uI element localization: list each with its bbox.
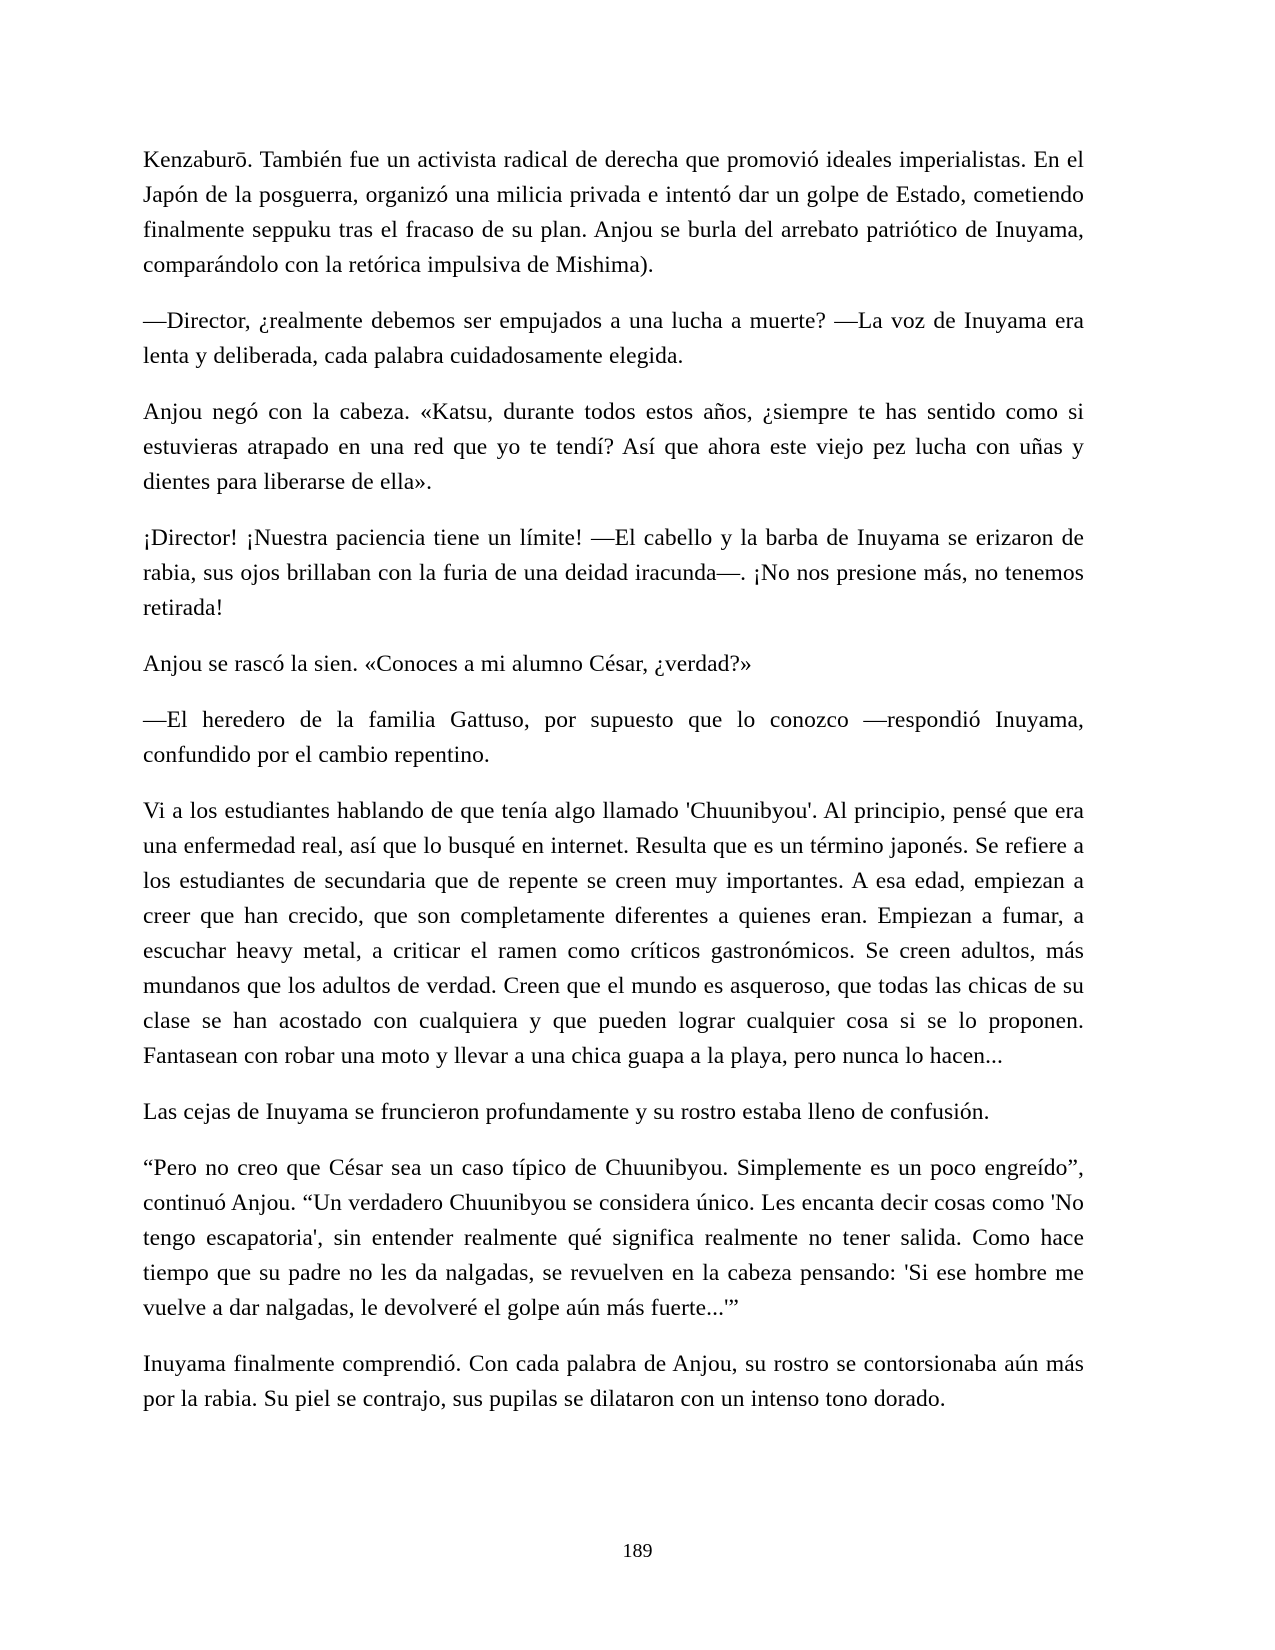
body-text-column	[143, 143, 1084, 1417]
paragraph: ¡Director! ¡Nuestra paciencia tiene un límite! —El cabello y la barba de Inuyama se erizaron de rabia, sus ojos brillaban con la furia de una deidad iracunda—. ¡No nos presione más, no tenemos retirada!	[143, 525, 1084, 621]
paragraph: Anjou se rascó la sien. «Conoces a mi alumno César, ¿verdad?»	[143, 651, 752, 677]
paragraph: “Pero no creo que César sea un caso típico de Chuunibyou. Simplemente es un poco engreído”, continuó Anjou. “Un verdadero Chuunibyou se considera único. Les encanta decir cosas como 'No tengo escapatoria', sin entender realmente qué significa realmente no tener salida. Como hace tiempo que su padre no les da nalgadas, se revuelven en la cabeza pensando: 'Si ese hombre me vuelve a dar nalgadas, le devolveré el golpe aún más fuerte...'”	[143, 1155, 1084, 1321]
paragraph: Anjou negó con la cabeza. «Katsu, durante todos estos años, ¿siempre te has sentido como si estuvieras atrapado en una red que yo te tendí? Así que ahora este viejo pez lucha con uñas y dientes para liberarse de ella».	[143, 399, 1084, 495]
paragraph: Las cejas de Inuyama se fruncieron profundamente y su rostro estaba lleno de confusión.	[143, 1099, 990, 1125]
paragraph: Inuyama finalmente comprendió. Con cada palabra de Anjou, su rostro se contorsionaba aún más por la rabia. Su piel se contrajo, sus pupilas se dilataron con un intenso tono dorado.	[143, 1351, 1084, 1412]
paragraph: Kenzaburō. También fue un activista radical de derecha que promovió ideales imperialistas. En el Japón de la posguerra, organizó una milicia privada e intentó dar un golpe de Estado, cometiendo finalmente seppuku tras el fracaso de su plan. Anjou se burla del arrebato patriótico de Inuyama, comparándolo con la retórica impulsiva de Mishima).	[143, 147, 1084, 278]
paragraph: —Director, ¿realmente debemos ser empujados a una lucha a muerte? —La voz de Inuyama era lenta y deliberada, cada palabra cuidadosamente elegida.	[143, 308, 1084, 369]
page-number: 189	[622, 1540, 653, 1562]
paragraph: —El heredero de la familia Gattuso, por supuesto que lo conozco —respondió Inuyama, confundido por el cambio repentino.	[143, 707, 1084, 768]
paragraph: Vi a los estudiantes hablando de que tenía algo llamado 'Chuunibyou'. Al principio, pensé que era una enfermedad real, así que lo busqué en internet. Resulta que es un término japonés. Se refiere a los estudiantes de secundaria que de repente se creen muy importantes. A esa edad, empiezan a creer que han crecido, que son completamente diferentes a quienes eran. Empiezan a fumar, a escuchar heavy metal, a criticar el ramen como críticos gastronómicos. Se creen adultos, más mundanos que los adultos de verdad. Creen que el mundo es asqueroso, que todas las chicas de su clase se han acostado con cualquiera y que pueden lograr cualquier cosa si se lo proponen. Fantasean con robar una moto y llevar a una chica guapa a la playa, pero nunca lo hacen...	[143, 798, 1084, 1069]
